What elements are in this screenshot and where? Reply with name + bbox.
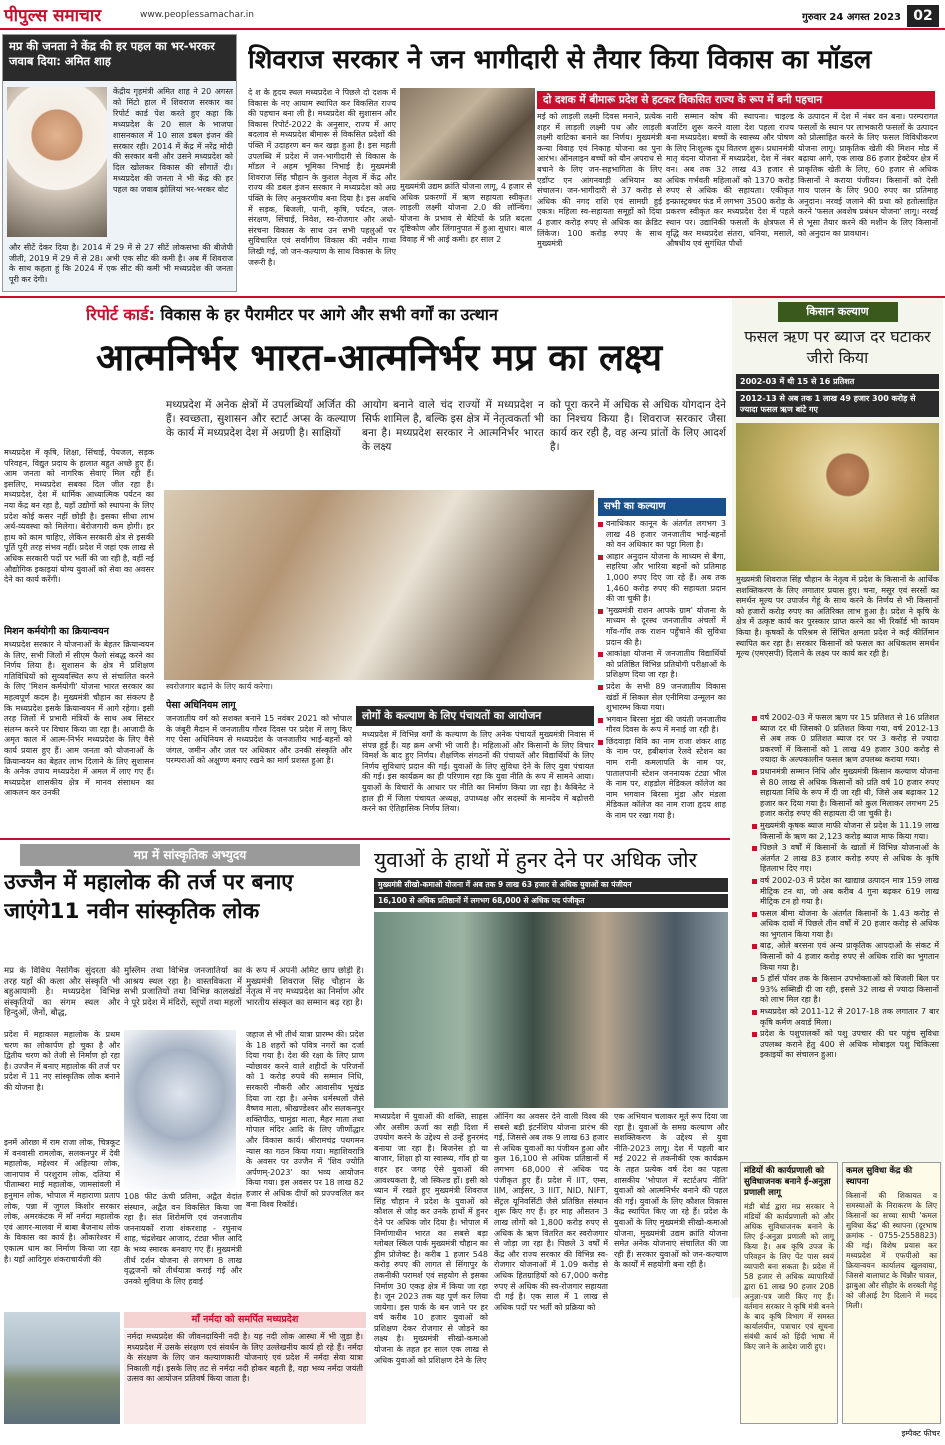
yuva-bullet2: 16,100 से अधिक प्रतिष्ठानों में लगभग 68,000 से अधिक पद पंजीकृत [374,894,728,908]
kamal-body: किसानों की शिकायत व समस्याओं के निराकरण के लिए किसानों का सच्चा साथी 'कमल सुविधा केंद्र' की स्थापना (दूरभाष क्रमांक - 0755-2558823) की गई। विशेष प्रयास कर मध्यप्रदेश में एफपीओ का क्रियान्वयन कार्यालय खुलवाया, जिससे बालाघाट के चिन्नौर चावल, झाबुआ और सीहोर के शरबती गेहूं को जीआई टैग दिलाने में मदद मिली। [846,1191,937,1310]
pesa-text: जनजातीय वर्ग को सशक्त बनाने 15 नवंबर 2021 को भोपाल के जंबूरी मैदान में जनजातीय गौरव दिवस पर प्रदेश में लागू किए गए पेसा अधिनियम से मध्यप्रदेश के जनजातीय भाई-बहनों को जंगल, जमीन और जल पर अधिकार और उनकी संस्कृति और परम्पराओं को अक्षुण्ण बनाए रखने का मार्ग प्रशस्त हुआ है। [166,714,352,766]
main-col3: मई को लाड़ली लक्ष्मी दिवस मनाने, प्रत्येक शहर में लाड़ली लक्ष्मी पथ और लाड़ली लक्ष्मी वाटिका बनाने का निर्णय। मुख्यमंत्री कन्या विवाह एवं निकाह योजना का पुनः आरंभ। ऑनलाइन बच्चों को यौन अपराध से बचाने के लिए जन-सहभागिता के लिए एडॉप्ट एन आंगनवाड़ी अभियान का संचालन। जन-भागीदारी से 37 करोड़ से अधिक की नगद राशि एवं सामग्री हुई एकत्र। महिला स्व-सहायता समूहों को दिया 4 हजार करोड़ रुपए से अधिक का क्रेडिट लिंकेज। 100 करोड़ रुपए के साथ मुख्यमंत्री [537,112,662,249]
sanskritik-lead2: मुस्लिम तथा विभिन्न जनजातियों का आश्रय स्थल रहा है। वास्तविकता में सभी प्रजातियों तथा विभिन्न कालखंडों ने पूरे प्रदेश में मंदिरों, स्तूपों तथा महलों [124,966,242,1008]
yuva-c2: ऑनिंग का अवसर देने वाली विश्व की सबसे बड़ी इंटर्नशिप योजना प्रारंभ की गई, जिससे अब तक 9 लाख 63 हजार से अधिक युवाओं का पंजीयन हुआ और कुल 16,100 से अधिक प्रतिष्ठानों में लगभग 68,000 से अधिक पद पंजीकृत हुए हैं। प्रदेश में IIT, एम्स, IIM, आईसर, 3 IIIT, NID, NIFT, सेंट्रल यूनिवर्सिटी जैसे प्रतिष्ठित संस्थान शुरू किए गए हैं। हर माह औसतन 3 लाख लोगों को 1,800 करोड़ रुपए से अधिक के ऋण वितरित कर स्वरोजगार से जोड़ा जा रहा है। पिछले 3 वर्षों में केंद्र और राज्य सरकार की विभिन्न स्व-रोजगार योजनाओं में 1.09 करोड़ से अधिक हितग्राहियों को 67,000 करोड़ रुपए से अधिक की स्व-रोजगार सहायता दी गई है। एक साल में 1 लाख से अधिक पदों पर भर्ती को प्रक्रिया को [494,1112,608,1312]
amit-body: और सीटें देकर दिया है। 2014 में 29 में से 27 सीटें लोकसभा की बीजेपी जीती, 2019 में 29 में से 28। अभी एक सीट की कमी है। अब मैं शिवराज के साथ कहता हूं कि 2024 में एक सीट की कमी भी मध्यप्रदेश की जनता पूरी कर देगी। [9,243,233,284]
main-photo-banner: दो दशक में बीमारू प्रदेश से हटकर विकसित राज्य के रूप में बनी पहचान [537,91,935,109]
sabhi-item: छिंदवाड़ा विवि का नाम राजा शंकर शाह के नाम पर, हबीबगंज रेलवे स्टेशन का नाम रानी कमलापति के नाम पर, पातालपानी स्टेशन जननायक टंट्या भील के नाम पर, शहडोल मेडिकल कॉलेज का नाम भगवान बिरसा मुंडा और मंडला मेडिकल कॉलेज का नाम राजा हृदय शाह के नाम पर रखा गया है। [598,737,726,822]
report-kicker-text: विकास के हर पैरामीटर पर आगे और सभी वर्गों का उत्थान [160,305,498,324]
kisan-item: पिछले 3 वर्षों में किसानों के खातों में विभिन्न योजनाओं के अंतर्गत 2 लाख 83 हजार करोड़ रुपए से अधिक के कृषि हितलाभ दिए गए। [752,843,939,875]
kisan-item: वर्ष 2002-03 में प्रदेश का खाद्यान्न उत्पादन मात्र 159 लाख मीट्रिक टन था, जो अब करीब 4 गुना बढ़कर 619 लाख मीट्रिक टन हो गया है। [752,876,939,908]
mandi-box [740,1162,838,1424]
sanskritik-headline: उज्जैन में महालोक की तर्ज पर बनाए जाएंगे11 नवीन सांस्कृतिक लोक [4,870,294,924]
sabhi-item: वनाधिकार कानून के अंतर्गत लगभग 3 लाख 48 हजार जनजातीय भाई-बहनों को वन अधिकार का पट्टा मिला है। [598,519,726,551]
yuva-c1: मध्यप्रदेश में युवाओं की शक्ति, साहस और असीम ऊर्जा का सही दिशा में उपयोग करने के उद्देश्य से उन्हें हुनरमंद बनाया जा रहा है। बिजनेस हो या बाजार, शिक्षा हो या स्वास्थ्य, गाँव हो या शहर हर जगह ऐसे युवाओं की आवश्यकता है, जो स्किल्ड हों। इसी को ध्यान में रखते हुए मुख्यमंत्री शिवराज सिंह चौहान ने प्रदेश के युवाओं को कौशल से जोड़ कर उनके हाथों में हुनर देने पर अधिक जोर दिया है। भोपाल में निर्माणाधीन भारत का सबसे बड़ा ग्लोबल स्किल पार्क मुख्यमंत्री चौहान का ड्रीम प्रोजेक्ट है। करीब 1 हजार 548 करोड़ रुपए की लागत से सिंगापुर के तकनीकी परामर्श एवं सहयोग से इसका निर्माण 30 एकड़ क्षेत्र में किया जा रहा है। जून 2023 तक यह पूर्ण कर लिया जायेगा। इस पार्क के बन जाने पर हर वर्ष करीब 10 हजार युवाओं को प्रशिक्षण देकर रोजगार से जोड़ने का लक्ष्य है। मुख्यमंत्री सीखो-कमाओ योजना के तहत हर साल एक लाख से अधिक युवाओं को प्रशिक्षण देने के लिए [374,1112,488,1365]
sabhi-item: आकांक्षा योजना में जनजातीय विद्यार्थियों को प्रतिष्ठित विभिन्न प्रतियोगी परीक्षाओं के प्रशिक्षण दिया जा रहा है। [598,649,726,681]
main-col5: के उत्पादन में देश में नंबर वन बना। परम्परागत फसलों के स्थान पर लाभकारी फसलों के उत्पादन को प्रोत्साहित करने के लिए फसल विविधीकरण योजना लागू। प्राकृतिक खेती की मिशन मोड में बढ़ाया आगे, एक लाख 86 हजार हेक्टेयर क्षेत्र में प्राकृतिक खेती के लिए, 60 हजार से अधिक किसानों ने कराया पंजीयन। किसानों को देसी गाय पालन के लिए 900 रुपए का प्रतिमाह अनुदान। नरवई जलाने की प्रथा को हतोत्साहित करने 'फसल अवशेष प्रबंधन योजना' लागू। नरवई से भूसा तैयार करने की मशीन के लिए किसानों को अनुदान का प्रावधान। [798,112,938,238]
panchayat-title: लोगों के कल्याण के लिए पंचायतों का आयोजन [356,706,594,726]
sanskritik-col1-top: प्रदेश में महाकाल महालोक के प्रथम चरण का लोकार्पण हो चुका है और द्वितीय चरण को तेजी से निर्माण हो रहा है। उज्जैन में बनाए महालोक की तर्ज पर प्रदेश में 11 नए सांस्कृतिक लोक बनाने की योजना है। [4,1030,120,1092]
kisan-bullet2: 2012-13 से अब तक 1 लाख 49 हजार 300 करोड़ से ज्यादा फसल ऋण बांटे गए [736,391,939,417]
kisan-item: 5 हॉर्स पॉवर तक के किसान उपभोक्ताओं को बिजली बिल पर 93% सब्सिडी दी जा रही, इससे 32 लाख से ज्यादा किसानों को लाभ मिल रहा है। [752,974,939,1006]
kamal-title: कमल सुविधा केंद्र की स्थापना [846,1166,913,1187]
divider-2 [0,838,730,840]
report-c3: आयोग बनाने वाले चंद राज्यों में मध्यप्रदेश न सिर्फ शामिल है, बल्कि इस क्षेत्र में नेतृत्वकर्ता भी बना है। मध्यप्रदेश सरकार ने आत्मनिर्भर भारत के लक्ष्य [362,399,544,453]
report-photo-caption: स्वरोजगार बढ़ाने के लिए कार्य करेगा। [166,682,273,691]
page-number: 02 [907,5,939,27]
main-headline: शिवराज सरकार ने जन भागीदारी से तैयार किया विकास का मॉडल [248,45,872,75]
mandi-title: मंडियों की कार्यप्रणाली को सुविधाजनक बनाने ई-अनुज्ञा प्रणाली लागू [744,1166,831,1198]
main-col4: नारी सम्मान कोष की स्थापना। चाइल्ड बजटिंग शुरू करने वाला देश पहला राज्य बना मध्यप्रदेश। बच्चों के स्वास्थ्य और पोषण के लिए निःशुल्क दूध वितरण शुरू। प्रधानमंत्री मातृ वंदना योजना में मध्यप्रदेश, देश में नंबर वन। अब तक 32 लाख 43 हजार से अधिक गर्भवती महिलाओं को 1370 करोड़ रुपए से अधिक की सहायता। एकीकृत इन्फ्रास्ट्रक्चर फंड में लगभग 3500 करोड़ के प्रकरण स्वीकृत कर मध्यप्रदेश देश में पहले स्थान पर। उद्यानिकी फसलों के क्षेत्रफल में वृद्धि कर मध्यप्रदेश संतरा, धनिया, मसाले, औषधीय एवं सुगंधित पौधों [666,112,794,249]
sanskritik-col1-rest: इनमें ओरछा में राम राजा लोक, चित्रकूट में वनवासी रामलोक, सलकनपुर में देवी महालोक, महेश्वर में अहिल्या लोक, जानापाव में परशुराम लोक, दतिया में पीताम्बरा माई महालोक, जामसांवली में हनुमान लोक, भोपाल में महाराणा प्रताप लोक, पन्ना में जुगल किशोर सरकार लोक, अमरकंटक में माँ नर्मदा महालोक एवं आगर-मालवा में बाबा बैजनाथ लोक के विकास का कार्य है। ओंकारेश्वर में एकात्म धाम का निर्माण किया जा रहा है। यहाँ आदिगुरु शंकराचार्यजी की [4,1138,120,1264]
panchayat-text: मध्यप्रदेश में विभिन्न वर्गों के कल्याण के लिए अनेक पंचायतें मुख्यमंत्री निवास में संपन्न हुई हैं। यह क्रम अभी भी जारी है। महिलाओं और किसानों के लिए विचार विमर्श के बाद हुए निर्णय। शैक्षणिक संगठनों की पंचायतें और विद्यार्थियों के लिए निर्णय सुविधाएं प्रदान की गईं। युवाओं के लिए सुविधा देने के लिए युवा पंचायत की गई। इस कार्यक्रम का ही परिणाम रहा कि युवा नीति के रूप में सामने आया। युवाओं के विचारों के आधार पर नीति का निर्माण किया जा रहा है। कैबिनेट ने हाल ही में जिला पंचायत अध्यक्ष, उपाध्यक्ष और सदस्यों के मानदेय में बढ़ोत्तरी करने का ऐतिहासिक निर्णय लिया। [362,730,594,814]
report-body1: मध्यप्रदेश में कृषि, शिक्षा, सिंचाई, पेयजल, सड़क परिवहन, विद्युत प्रदाय के हालात बहुत अच्छे हुए हैं। आम जनता को नागरिक सेवाएं मिल रही हैं। इसलिए, मध्यप्रदेश सबका दिल जीत रहा है। मध्यप्रदेश, देश में धार्मिक आध्यात्मिक पर्यटन का नया केंद्र बन रहा है, यहाँ उद्योगों को स्थापना के लिए प्रदेश कोई कसर नहीं छोड़ी है। इसका सीधा लाभ अर्थ-व्यवस्था को मिलेगा। बेरोजगारी कम होगी। हर हाथ को काम चाहिए, लेकिन सरकारी क्षेत्र से इसकी पूर्ति पूरी तरह संभव नहीं। प्रदेश में जहां एक लाख से अधिक सरकारी पदों पर भर्ती की जा रही है, वहीं नई औद्योगिक इकाइयां योग्य युवाओं को सेवा का अवसर देने का कार्य करेंगी। [4,448,154,585]
sabhi-title: सभी का कल्याण [598,498,726,516]
sabhi-item: प्रदेश के सभी 89 जनजातीय विकास खंडों में सिकल सेल एनीमिया उन्मूलन का शुभारम्भ किया गया। [598,682,726,714]
sabhi-box [598,498,726,834]
narmada-photo [4,1312,120,1424]
kisan-tag: किसान कल्याण [778,302,898,322]
kisan-item: मध्यप्रदेश को 2011-12 से 2017-18 तक लगातार 7 बार कृषि कर्मण अवार्ड मिला। [752,1007,939,1028]
kisan-item: प्रधानमंत्री सम्मान निधि और मुख्यमंत्री किसान कल्याण योजना से 80 लाख से अधिक किसानों को प्रति वर्ष 10 हजार रुपए सहायता निधि के रूप में दी जा रही थी, जिसे अब बढ़ाकर 12 हजार कर दिया गया है। किसानों को कुल मिलाकर लगभग 25 हजार करोड़ रुपए की सहायता दी जा चुकी है। [752,767,939,820]
masthead [0,0,945,30]
site-url: www.peoplessamachar.in [140,10,254,20]
sanskritik-col2-rest: 108 फीट ऊंची प्रतिमा, अद्वैत वेदांत संस्थान, अद्वैत वन विकसित किया जा रहा है। संत शिरोमणि एवं जनजातीय जननायकों राजा शंकरशाह - रघुनाथ शाह, चंद्रशेखर आजाद, टंट्या भील आदि के भव्य स्मारक बनवाए गए हैं। मुख्यमंत्री तीर्थ दर्शन योजना से लगभग 8 लाख वृद्धजनों को तीर्थयात्रा कराई गई और उनको सुविधा के लिए हवाई [124,1192,242,1286]
report-photo [164,490,594,680]
sabhi-item: 'मुख्यमंत्री राशन आपके ग्राम' योजना के माध्यम से दूरस्थ जनजातीय अंचलों में गाँव-गाँव तक राशन पहुँचाने की सुविधा प्रदान की है। [598,606,726,648]
mandi-body: मंडी बोर्ड द्वारा मप्र सरकार ने मंडियों की कार्यप्रणाली को और अधिक सुविधाजनक बनाने के लिए ई-अनुज्ञा प्रणाली को लागू किया है। अब कृषि उपज के परिवहन के लिए पेंट पास स्वयं व्यापारी बना सकता है। प्रदेश में 58 हजार से अधिक व्यापारियों द्वारा 61 लाख 90 हजार 208 अनुज्ञा-पत्र जारी किए गए हैं। वर्तमान सरकार ने कृषि मंत्री बनने के बाद कृषि विभाग में समस्त कार्यालयीन, पत्राचार एवं सूचना संबंधी कार्य को हिंदी भाषा में किए जाने के आदेश जारी हुए। [744,1202,834,1351]
report-kicker: रिपोर्ट कार्ड: [86,305,155,324]
kisan-item: मुख्यमंत्री कृषक ब्याज माफी योजना से प्रदेश के 11.19 लाख किसानों के ऋण का 2,123 करोड़ ब्याज माफ किया गया। [752,821,939,842]
report-body2: मध्यप्रदेश सरकार ने योजनाओं के बेहतर क्रियान्वयन के लिए, सभी जिलों में सीएम फैलो संबद्ध करने का निर्णय लिया है। सुशासन के क्षेत्र में प्रशिक्षण गतिविधियों को सुव्यवस्थित रूप से संचालित करने के लिए 'मिशन कर्मयोगी' योजना भारत सरकार का महत्वपूर्ण कदम है। मुख्यमंत्री चौहान का संकल्प है कि मध्यप्रदेश इसके क्रियान्वयन में आगे रहेगा। इसी तरह जिलों में प्रभारी मंत्रियों के साथ अब सिस्टर संलग्न करने पर विचार किया जा रहा है। आजादी के अमृत काल में आत्म-निर्भर मध्यप्रदेश के लिए वैसे कार्य प्रयास हुए हैं। आम जनता को योजनाओं के क्रियान्वयन का बेहतर लाभ दिलाने के लिए सुशासन के अनेक उपाय मध्यप्रदेश में अमल में लाए गए हैं। मध्यप्रदेश शासकीय क्षेत्र में मानव संसाधन का आकलन कर उनकी [4,640,154,798]
sabhi-list [598,519,726,833]
sanskritik-tag: मप्र में सांस्कृतिक अभ्युदय [20,844,360,866]
kisan-item: बाढ़, ओले बरसना एवं अन्य प्राकृतिक आपदाओं के संकट में किसानों को 4 हजार करोड़ रुपए से अधिक राशि का भुगतान किया गया है। [752,941,939,973]
kamal-box [842,1162,941,1424]
shiva-statue-image [124,1030,236,1190]
report-headline: आत्मनिर्भर भारत-आत्मनिर्भर मप्र का लक्ष्य [95,336,663,379]
yuva-photo [374,912,728,1108]
sanskritik-lead3: के रूप में अपनी अमिट छाप छोड़ी है। मुख्यमंत्री शिवराज सिंह चौहान के नेतृत्व में नए मध्यप्रदेश का निर्माण और भारतीय संस्कृत का सम्मान बढ़ रहा है। [246,966,364,1008]
narmada-text: नर्मदा मध्यप्रदेश की जीवनदायिनी नदी है। यह नदी लोक आस्था में भी जुड़ा है। मध्यप्रदेश में उसके संरक्षण एवं संवर्धन के लिए उल्लेखनीय कार्य हो रहे हैं। नर्मदा के संरक्षण के लिए जन कल्याणकारी योजनाएं एवं प्रदेश में नर्मदा सेवा यात्रा निकाली गई। इसके लिए तट से नर्मदा नदी होकर बहती है, वहा भव्य नर्मदा जयंती उत्सव का आयोजन प्रतिवर्ष किया जाता है। [124,1330,366,1424]
report-sub2: पेसा अधिनियम लागू [166,700,236,711]
footer-credit: इम्पैक्ट फीचर [901,1429,940,1438]
main-col2: मुख्यमंत्री उद्यम क्रांति योजना लागू, 4 हजार से अधिक प्रकरणों में ऋण सहायता स्वीकृत। लाड़ली लक्ष्मी योजना 2.0 की लॉन्चिंग। योजना के प्रभाव से बेटियों के प्रति बदला दृष्टिकोण और लिंगानुपात में हुआ सुधार। बाल विवाह में भी आई कमी। हर साल 2 [400,182,532,244]
sanskritik-lead1: मप्र के विविध नैसर्गिक सुंदरता की तरह यहाँ की कला और संस्कृति भी बहुआयामी है। मध्यप्रदेश विभिन्न संस्कृतियों का संगम स्थल और हिन्दुओं, जैनों, बौद्ध, [4,966,120,1019]
yuva-bullet1: मुख्यमंत्री सीखो-कमाओ योजना में अब तक 9 लाख 63 हजार से अधिक युवाओं का पंजीयन [374,878,728,892]
report-c2: मध्यप्रदेश में अनेक क्षेत्रों में उपलब्धियाँ अर्जित की हैं। स्वच्छता, सुशासन और स्टार्ट अप्स के कल्याण के कार्य में मध्यप्रदेश देश में अग्रणी है। साक्षियों [166,399,356,439]
issue-date: गुरुवार 24 अगस्त 2023 [802,12,901,23]
kisan-item: प्रदेश के पशुपालकों को पशु उपचार की घर पहुंच सुविधा उपलब्ध कराने हेतु 400 से अधिक मोबाइल पशु चिकित्सा इकाइयों का संचालन हुआ। [752,1029,939,1061]
brand-logo: पीपुल्स समाचार [4,6,102,26]
amit-headline: मप्र की जनता ने केंद्र की हर पहल का भर-भरकर जवाब दिया: अमित शाह [3,35,236,81]
narmada-title: माँ नर्मदा को समर्पित मध्यप्रदेश [124,1312,366,1328]
kisan-list [752,713,939,1123]
amit-shah-box [2,34,237,292]
kisan-bullet1: 2002-03 में थी 15 से 16 प्रतिशत [736,374,939,389]
farmer-photo [736,423,939,571]
amit-quote: केंद्रीय गृहमंत्री अमित शाह ने 20 अगस्त को मिंटो हाल में शिवराज सरकार का रिपोर्ट कार्ड पेश करते हुए कहा कि मध्यप्रदेश के 20 साल के भाजपा शासनकाल में 10 साल डबल इंजन की सरकार रही। 2014 में केंद्र में नरेंद्र मोदी की सरकार बनी और उसने मध्यप्रदेश को दिल खोलकर विकास की सौगातें दी। मध्यप्रदेश की जनता ने भी केंद्र की हर पहल का जवाब झोलियां भर-भरकर वोट [113,87,233,195]
sabhi-item: भगवान बिरसा मुंडा की जयंती जनजातीय गौरव दिवस के रूप में मनाई जा रही है। [598,715,726,736]
main-photo [400,88,535,180]
sabhi-item: आहार अनुदान योजना के माध्यम से बैगा, सहरिया और भारिया बहनों को प्रतिमाह 1,000 रुपए दिए जा रहे हैं। अब तक 1,460 करोड़ रुपए की सहायता प्रदान की जा चुकी है। [598,552,726,605]
yuva-headline: युवाओं के हाथों में हुनर देने पर अधिक जोर [374,848,698,872]
report-kicker-row [86,302,686,328]
kisan-intro: मुख्यमंत्री शिवराज सिंह चौहान के नेतृत्व में प्रदेश के किसानों के आर्थिक सशक्तिकरण के लिए लगातार प्रयास हुए। चना, मसूर एवं सरसों का समर्थन मूल्य पर उपार्जन गेहूं के साथ करने के निर्णय से भी किसानों को हजारों करोड़ रुपए का अतिरिक्त लाभ हुआ है। प्रदेश ने कृषि के क्षेत्र में उत्कृष्ट कार्य कर पुरस्कार प्राप्त करने का भी रिकॉर्ड भी कायम किया है। कृषकों के परिश्रम से सिंचित क्षमता प्रदेश ने कई कीर्तिमान स्थापित कर रहा है। सरकार किसानों को फसल का अधिकतम समर्थन मूल्य (एमएसपी) दिलाने के लक्ष्य पर कार्य कर रही है। [736,575,939,659]
kisan-headline: फसल ऋण पर ब्याज दर घटाकर जीरो किया [744,327,931,367]
amit-shah-photo [7,87,107,237]
main-col1: दे श के हृदय स्थल मध्यप्रदेश ने पिछले दो दशक में विकास के नए आयाम स्थापित कर विकसित राज्य की पहचान बना ली है। मध्यप्रदेश की सुशासन और विकास रिपोर्ट-2022 के अनुसार, राज्य में आए बदलाव से मध्यप्रदेश बीमारू से विकसित प्रदेशों की पंक्ति में उदाहरण बन कर खड़ा हुआ है। इस महती उपलब्धि में प्रदेश में जन-भागीदारी से विकास के मॉडल ने अहम भूमिका निभाई है। मुख्यमंत्री शिवराज सिंह चौहान के कुशल नेतृत्व में केंद्र और राज्य की डबल इंजन सरकार ने मध्यप्रदेश को अग्र पंक्ति के लिए अनुकरणीय बना दिया है। इस अवधि में सड़क, बिजली, पानी, कृषि, पर्यटन, जल-संरक्षण, सिंचाई, निवेश, स्व-रोजगार और अधो-संरचना विकास के साथ उन सभी पहलुओं पर सुविचारित एवं सर्वांगीण विकास की नवीन गाथा लिखी गई, जो जन-कल्याण के साथ विकास के लिए जरूरी है। [248,88,396,267]
kisan-item: वर्ष 2002-03 में फसल ऋण पर 15 प्रतिशत से 16 प्रतिशत ब्याज दर थी जिसको 0 प्रतिशत किया गया, वर्ष 2012-13 से अब तक 0 प्रतिशत ब्याज दर पर 3 करोड़ से ज्यादा प्रकरणों में किसानों को 1 लाख 49 हजार 300 करोड़ से ज्यादा के अल्पकालीन फसल ऋण उपलब्ध कराया गया। [752,713,939,766]
report-sub1: मिशन कर्मयोगी का क्रियान्वयन [4,626,109,637]
kisan-section [732,298,943,1298]
report-c4: को पूरा करने में अधिक से अधिक योगदान देने का निश्चय किया है। शिवराज सरकार जैसा कार्य कर रही है, वह अन्य प्रांतों के लिए आदर्श है। [550,399,726,453]
yuva-c3: एक अभियान चलाकर मूर्त रूप दिया जा रहा है। युवाओं के समग्र कल्याण और सशक्तिकरण के उद्देश्य से युवा नीति-2023 लागू। देश में पहली बार मई 2022 से तकनीकी एक कार्यक्रम के तहत प्रत्येक वर्ष देश का पहला शासकीय 'भोपाल में स्टार्टअप नीति' युवाओं को आत्मनिर्भर बनाने की पहल की गई। युवाओं के लिए कौशल विकास केंद्र स्थापित किए जा रहे हैं। प्रदेश के युवाओं के लिए मुख्यमंत्री सीखो-कमाओ योजना, मुख्यमंत्री उद्यम क्रांति योजना समेत अनेक योजनाएं संचालित की जा रही हैं। सरकार युवाओं को जन-कल्याण के कार्यों में सहयोगी बना रही है। [614,1112,728,1270]
kisan-item: फसल बीमा योजना के अंतर्गत किसानों के 1.43 करोड़ से अधिक दावों में पिछले तीन वर्षों में 20 हजार करोड़ से अधिक का भुगतान किया गया है। [752,909,939,941]
sanskritik-col3-rest: जहाज से भी तीर्थ यात्रा प्रारम्भ की। प्रदेश के 18 शहरों को पवित्र नगरों का दर्जा दिया गया है। देश की रक्षा के लिए प्राण न्योछावर करने वाले शहीदों के परिजनों को 1 करोड़ रुपये की सम्मान निधि, सरकारी नौकरी और आवासीय भूखंड दिया जा रहा है। अनेक धर्मस्थलों जैसे वैष्णव माता, श्रीखण्डेश्वर और सलकनपुर शक्तिपीठ, चामुंडा माता, मैहर माता तथा गोपाल मंदिर आदि के लिए जीर्णोद्धार और विकास कार्य। श्रीरामचंद्र पथगमन न्यास का गठन किया गया। महाशिवरात्रि के अवसर पर उज्जैन में 'शिव ज्योति अर्पणम्-2023' का भव्य आयोजन किया गया। इस अवसर पर 18 लाख 82 हजार से अधिक दीपों को प्रज्ज्वलित कर बना विश्व रिकॉर्ड। [246,1030,364,1209]
